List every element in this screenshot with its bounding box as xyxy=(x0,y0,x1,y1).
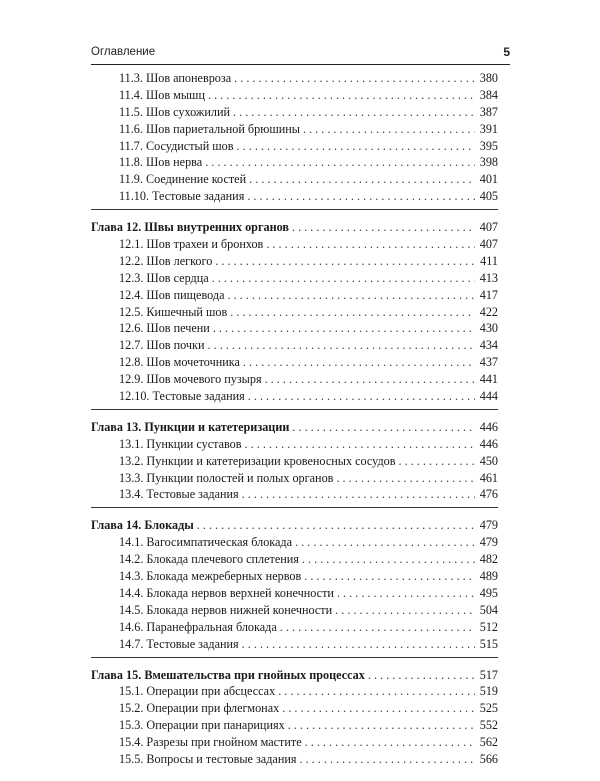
toc-entry[interactable] xyxy=(91,337,498,354)
toc-entry[interactable] xyxy=(91,388,498,405)
dot-leader xyxy=(399,453,475,470)
dot-leader xyxy=(292,219,475,236)
toc-entry-page: 387 xyxy=(479,104,498,119)
toc-entry[interactable] xyxy=(91,171,498,188)
toc-entry-title: 12.1. Шов трахеи и бронхов xyxy=(119,237,264,252)
toc-entry-page: 391 xyxy=(479,121,498,136)
dot-leader xyxy=(337,585,475,602)
toc-entry-page: 407 xyxy=(479,237,498,252)
toc-entry[interactable] xyxy=(91,551,498,568)
dot-leader xyxy=(237,138,475,155)
dot-leader xyxy=(242,636,475,653)
toc-entry-page: 461 xyxy=(479,470,498,485)
toc-entry-page: 515 xyxy=(479,636,498,651)
toc-entry-page: 430 xyxy=(479,321,498,336)
dot-leader xyxy=(208,87,475,104)
toc-entry-page: 552 xyxy=(479,718,498,733)
dot-leader xyxy=(215,253,475,270)
toc-entry[interactable] xyxy=(91,636,498,653)
dot-leader xyxy=(335,602,475,619)
dot-leader xyxy=(245,436,475,453)
toc-entry[interactable] xyxy=(91,354,498,371)
toc-entry-page: 504 xyxy=(479,602,498,617)
dot-leader xyxy=(208,337,476,354)
toc-entry-title: 14.1. Вагосимпатическая блокада xyxy=(119,535,293,550)
toc-entry[interactable] xyxy=(91,585,498,602)
dot-leader xyxy=(248,388,475,405)
toc-entry-title: 12.4. Шов пищевода xyxy=(119,287,225,302)
toc-entry-title: 12.10. Тестовые задания xyxy=(119,389,245,404)
toc-entry[interactable] xyxy=(91,188,498,205)
toc-entry-title: 14.3. Блокада межреберных нервов xyxy=(119,569,302,584)
toc-entry-title: 15.2. Операции при флегмонах xyxy=(119,701,280,716)
dot-leader xyxy=(242,486,475,503)
toc-entry-page: 444 xyxy=(479,389,498,404)
toc-entry-title: 12.3. Шов сердца xyxy=(119,270,209,285)
toc-entry[interactable] xyxy=(91,534,498,551)
toc-section xyxy=(91,667,498,772)
toc-entry[interactable] xyxy=(91,104,498,121)
toc-entry-title: 15.3. Операции при панарициях xyxy=(119,718,285,733)
toc-entry-title: 14.6. Паранефральная блокада xyxy=(119,619,277,634)
toc-entry[interactable] xyxy=(91,619,498,636)
toc-entry[interactable] xyxy=(91,253,498,270)
dot-leader xyxy=(299,751,475,768)
toc-entry-page: 446 xyxy=(479,419,498,434)
toc-entry-page: 446 xyxy=(479,436,498,451)
toc-entry-page: 517 xyxy=(479,667,498,682)
running-header xyxy=(91,46,510,65)
dot-leader xyxy=(336,470,475,487)
toc-entry[interactable] xyxy=(91,138,498,155)
toc-entry[interactable] xyxy=(91,287,498,304)
toc-entry-page: 407 xyxy=(479,220,498,235)
toc-entry-title: 12.7. Шов почки xyxy=(119,338,205,353)
toc-entry-title: 11.4. Шов мышц xyxy=(119,87,205,102)
toc-entry-page: 489 xyxy=(479,569,498,584)
toc-entry-page: 384 xyxy=(479,87,498,102)
toc-entry[interactable] xyxy=(91,436,498,453)
dot-leader xyxy=(368,667,475,684)
toc-entry-title: 12.8. Шов мочеточника xyxy=(119,355,240,370)
dot-leader xyxy=(213,320,475,337)
toc-entry[interactable] xyxy=(91,470,498,487)
dot-leader xyxy=(266,236,475,253)
toc-entry-page: 450 xyxy=(479,453,498,468)
toc-entry-title: 13.3. Пункции полостей и полых органов xyxy=(119,470,334,485)
dot-leader xyxy=(247,188,475,205)
toc-entry-page: 519 xyxy=(479,684,498,699)
toc-entry-page: 512 xyxy=(479,619,498,634)
dot-leader xyxy=(295,534,475,551)
dot-leader xyxy=(292,419,475,436)
dot-leader xyxy=(212,270,475,287)
toc-entry-page: 401 xyxy=(479,172,498,187)
dot-leader xyxy=(234,70,475,87)
toc-entry-title: 11.5. Шов сухожилий xyxy=(119,104,230,119)
toc-entry-page: 405 xyxy=(479,189,498,204)
dot-leader xyxy=(288,717,475,734)
dot-leader xyxy=(249,171,475,188)
dot-leader xyxy=(233,104,475,121)
toc-entry-page: 479 xyxy=(479,518,498,533)
dot-leader xyxy=(302,551,475,568)
toc-entry-title: Глава 13. Пункции и катетеризации xyxy=(91,419,290,434)
toc-entry-page: 482 xyxy=(479,552,498,567)
dot-leader xyxy=(265,371,475,388)
toc-entry[interactable] xyxy=(91,453,498,470)
toc-chapter-entry[interactable] xyxy=(91,419,498,436)
toc-entry-page: 476 xyxy=(479,487,498,502)
toc-entry[interactable] xyxy=(91,734,498,751)
toc-entry[interactable] xyxy=(91,751,498,768)
toc-entry-title: 15.4. Разрезы при гнойном мастите xyxy=(119,735,302,750)
toc-chapter-entry[interactable] xyxy=(91,667,498,684)
header-title: Оглавление xyxy=(91,46,156,58)
toc-entry-title: 13.2. Пункции и катетеризации кровеносных сосудов xyxy=(119,453,396,468)
toc-entry-title: 14.7. Тестовые задания xyxy=(119,636,239,651)
table-of-contents xyxy=(91,70,498,781)
toc-entry-page: 422 xyxy=(479,304,498,319)
toc-entry-page: 417 xyxy=(479,287,498,302)
toc-entry-title: 15.5. Вопросы и тестовые задания xyxy=(119,751,297,766)
dot-leader xyxy=(282,700,475,717)
toc-chapter-entry[interactable] xyxy=(91,517,498,534)
toc-entry[interactable] xyxy=(91,717,498,734)
toc-entry[interactable] xyxy=(91,121,498,138)
toc-section xyxy=(91,219,498,410)
toc-entry-page: 380 xyxy=(479,71,498,85)
toc-entry[interactable] xyxy=(91,87,498,104)
toc-entry-title: 11.10. Тестовые задания xyxy=(119,189,245,204)
toc-entry[interactable] xyxy=(91,270,498,287)
toc-entry-title: 14.4. Блокада нервов верхней конечности xyxy=(119,585,334,600)
toc-entry-title: 11.8. Шов нерва xyxy=(119,155,203,170)
toc-entry-title: 12.9. Шов мочевого пузыря xyxy=(119,372,262,387)
toc-entry-page: 411 xyxy=(480,253,498,268)
toc-entry-title: Глава 12. Швы внутренних органов xyxy=(91,220,289,235)
toc-entry-page: 525 xyxy=(479,701,498,716)
toc-entry-title: 15.1. Операции при абсцессах xyxy=(119,684,276,699)
toc-entry-title: 14.2. Блокада плечевого сплетения xyxy=(119,552,299,567)
toc-entry-title: 11.3. Шов апоневроза xyxy=(119,71,232,85)
toc-entry-title: Глава 14. Блокады xyxy=(91,518,194,533)
toc-entry[interactable] xyxy=(91,602,498,619)
toc-entry-title: 12.2. Шов легкого xyxy=(119,253,213,268)
toc-entry-title: 12.6. Шов печени xyxy=(119,321,210,336)
toc-entry[interactable] xyxy=(91,70,498,87)
toc-section xyxy=(91,70,498,210)
toc-chapter-entry[interactable] xyxy=(91,219,498,236)
toc-entry[interactable] xyxy=(91,683,498,700)
toc-entry-page: 434 xyxy=(479,338,498,353)
toc-entry-title: 13.4. Тестовые задания xyxy=(119,487,239,502)
toc-entry[interactable] xyxy=(91,154,498,171)
toc-entry-title: 11.7. Сосудистый шов xyxy=(119,138,234,153)
toc-entry-page: 495 xyxy=(479,585,498,600)
toc-section xyxy=(91,419,498,508)
toc-entry[interactable] xyxy=(91,486,498,503)
toc-entry-page: 562 xyxy=(479,735,498,750)
toc-entry-title: 12.5. Кишечный шов xyxy=(119,304,228,319)
toc-section xyxy=(91,517,498,657)
dot-leader xyxy=(230,304,475,321)
toc-entry-title: 11.9. Соединение костей xyxy=(119,172,247,187)
toc-entry[interactable] xyxy=(91,568,498,585)
toc-entry[interactable] xyxy=(91,371,498,388)
dot-leader xyxy=(243,354,475,371)
toc-entry-title: Глава 15. Вмешательства при гнойных процессах xyxy=(91,667,365,682)
dot-leader xyxy=(197,517,475,534)
toc-entry-page: 566 xyxy=(479,751,498,766)
toc-entry[interactable] xyxy=(91,304,498,321)
toc-entry-page: 413 xyxy=(479,270,498,285)
toc-entry[interactable] xyxy=(91,700,498,717)
dot-leader xyxy=(305,734,475,751)
toc-entry-page: 479 xyxy=(479,535,498,550)
toc-entry[interactable] xyxy=(91,236,498,253)
toc-entry-page: 395 xyxy=(479,138,498,153)
toc-entry-page: 437 xyxy=(479,355,498,370)
dot-leader xyxy=(303,121,475,138)
dot-leader xyxy=(304,568,475,585)
toc-entry-title: 11.6. Шов париетальной брюшины xyxy=(119,121,300,136)
dot-leader xyxy=(278,683,475,700)
dot-leader xyxy=(227,287,475,304)
dot-leader xyxy=(205,154,475,171)
header-page-number: 5 xyxy=(503,45,510,59)
toc-entry-page: 398 xyxy=(479,155,498,170)
toc-entry-page: 441 xyxy=(479,372,498,387)
toc-entry-title: 14.5. Блокада нервов нижней конечности xyxy=(119,602,333,617)
toc-entry[interactable] xyxy=(91,320,498,337)
toc-entry-title: 13.1. Пункции суставов xyxy=(119,436,242,451)
dot-leader xyxy=(280,619,475,636)
